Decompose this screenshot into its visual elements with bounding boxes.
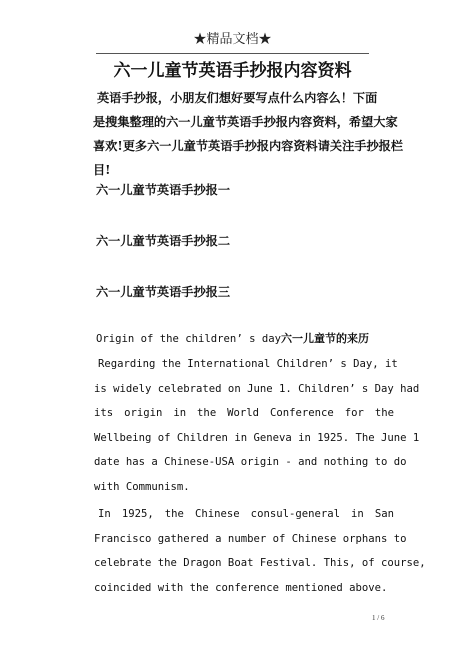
paragraph-line: Wellbeing of Children in Geneva in 1925. The June 1 <box>94 431 420 444</box>
paragraph-origin <box>94 352 420 500</box>
subheading-1: 六一儿童节英语手抄报一 <box>96 183 231 197</box>
section-heading <box>96 327 394 352</box>
paragraph-line: is widely celebrated on June 1. Children’ s Day had <box>94 382 420 395</box>
paragraph-line: Francisco gathered a number of Chinese orphans to <box>94 532 407 545</box>
intro-line: 英语手抄报，小朋友们想好要写点什么内容么！下面 <box>97 91 378 105</box>
document-title: 六一儿童节英语手抄报内容资料 <box>113 61 352 81</box>
intro-line: 喜欢!更多六一儿童节英语手抄报内容资料请关注手抄报栏 <box>93 139 404 153</box>
section-heading-cn: 六一儿童节的来历 <box>280 332 369 345</box>
intro-line: 是搜集整理的六一儿童节英语手抄报内容资料，希望大家 <box>93 115 398 129</box>
paragraph-line: its origin in the World Conference for the <box>94 407 394 420</box>
subheading-3: 六一儿童节英语手抄报三 <box>96 285 231 299</box>
paragraph-line: coincided with the conference mentioned above. <box>94 581 388 594</box>
subheading-2: 六一儿童节英语手抄报二 <box>96 234 231 248</box>
section-heading-en: Origin of the children’ s day <box>96 333 281 345</box>
intro-line: 目! <box>93 163 111 177</box>
page-number: 1 / 6 <box>372 614 385 622</box>
intro-paragraph <box>93 86 404 182</box>
paragraph-line: Regarding the International Children’ s Day, it <box>98 358 398 370</box>
paragraph-line: In 1925, the Chinese consul-general in San <box>98 508 394 520</box>
paragraph-line: celebrate the Dragon Boat Festival. This, of course, <box>94 557 426 570</box>
paragraph-1925 <box>94 502 426 600</box>
paragraph-line: with Communism. <box>94 480 190 493</box>
header-text: ★精品文档★ <box>193 32 272 47</box>
page-header <box>96 29 369 54</box>
paragraph-line: date has a Chinese-USA origin - and nothing to do <box>94 456 407 469</box>
